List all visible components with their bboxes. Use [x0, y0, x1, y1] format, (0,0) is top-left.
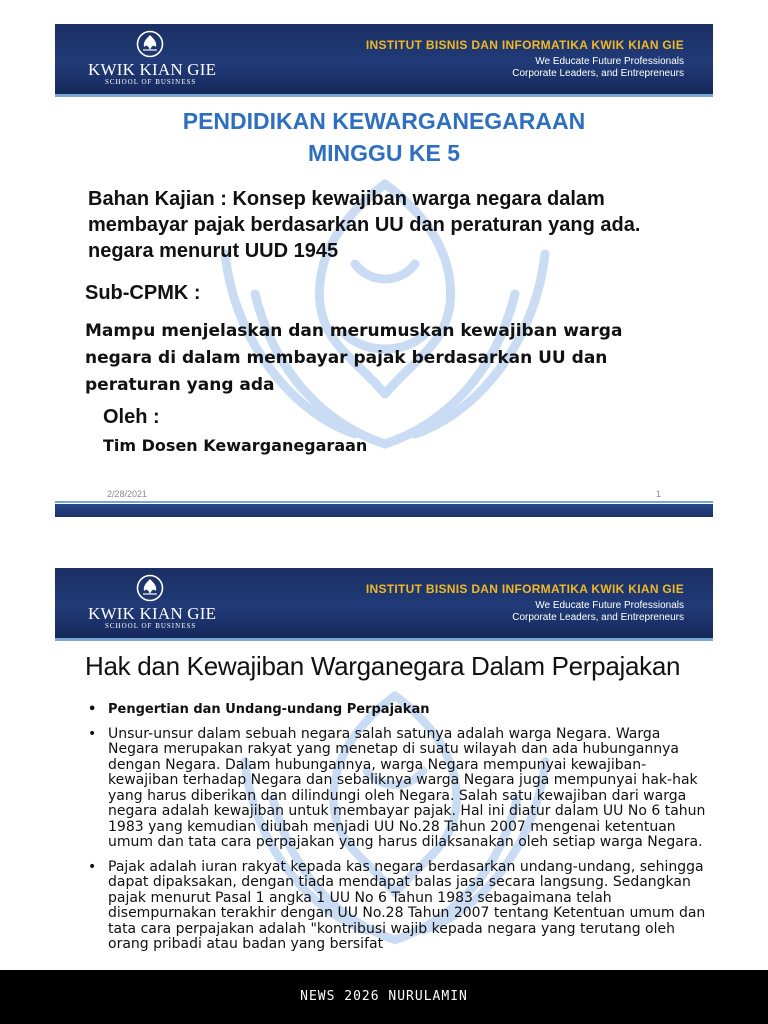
slide-title-line-2: MINGGU KE 5 — [307, 140, 461, 166]
news-bar-text: NEWS 2026 NURULAMIN — [300, 989, 468, 1004]
garuda-emblem-icon — [135, 30, 165, 58]
logo-subtitle: SCHOOL OF BUSINESS — [105, 78, 197, 86]
slide-2 — [55, 568, 713, 970]
slide-header — [55, 24, 713, 94]
tagline-1: We Educate Future Professionals — [535, 600, 684, 611]
list-item — [85, 702, 711, 718]
footer-bar — [55, 504, 713, 517]
bahan-kajian: Bahan Kajian : Konsep kewajiban warga negara dalam membayar pajak berdasarkan UU dan peraturan yang ada. negara menurut UUD 1945 — [88, 188, 641, 262]
list-item — [85, 860, 711, 953]
list-item-text: Unsur-unsur dalam sebuah negara salah satunya adalah warga Negara. Warga Negara merupakan rakyat yang menetap di suatu wilayah dan ada hubungannya dengan Negara. Dalam hubungannya, warga Negara mempunyai kewajiban-kewajiban terhadap Negara dan sebaliknya warga Negara juga mempunyai hak-hak yang harus diberikan dan dilindungi oleh Negara. Salah satu kewajiban dari warga negara adalah kewajiban untuk membayar pajak. Hal ini diatur dalam UU No 6 tahun 1983 yang kemudian diubah menjadi UU No.28 Tahun 2007 mengenai ketentuan umum dan tata cara perpajakan yang harus dilaksanakan oleh setiap warga Negara. — [108, 725, 706, 850]
bullet-icon: • — [88, 725, 97, 742]
institution-name: INSTITUT BISNIS DAN INFORMATIKA KWIK KIAN GIE — [365, 582, 684, 596]
logo-name: KWIK KIAN GIE — [88, 604, 217, 623]
logo-subtitle: SCHOOL OF BUSINESS — [105, 622, 197, 630]
bullet-list — [85, 702, 711, 962]
institution-name: INSTITUT BISNIS DAN INFORMATIKA KWIK KIAN GIE — [365, 38, 684, 52]
slide-date: 2/28/2021 — [107, 489, 148, 499]
sub-cpmk-label: Sub-CPMK : — [85, 282, 201, 304]
slide-page-number: 1 — [655, 489, 661, 499]
news-bar — [0, 970, 768, 1024]
tagline-2: Corporate Leaders, and Entrepreneurs — [512, 68, 684, 79]
slide-title-line-1: PENDIDIKAN KEWARGANEGARAAN — [182, 108, 586, 134]
slide-title: Hak dan Kewajiban Warganegara Dalam Perpajakan — [85, 651, 681, 681]
header-stripe — [55, 638, 713, 641]
list-item-text: Pajak adalah iuran rakyat kepada kas negara berdasarkan undang-undang, sehingga dapat dipaksakan, dengan tiada mendapat balas jasa secara langsung. Sedangkan pajak menurut Pasal 1 angka 1 UU No 6 Tahun 1983 sebagaimana telah disempurnakan terakhir dengan UU No.28 Tahun 2007 tentang Ketentuan umum dan tata cara perpajakan adalah "kontribusi wajib kepada negara yang terutang oleh orang pribadi atau badan yang bersifat — [108, 858, 706, 952]
bullet-icon: • — [88, 702, 97, 717]
footer-line — [55, 501, 713, 503]
tagline-2: Corporate Leaders, and Entrepreneurs — [512, 612, 684, 623]
garuda-emblem-icon — [135, 574, 165, 602]
slide-1 — [55, 24, 713, 519]
header-stripe — [55, 94, 713, 97]
sub-cpmk-text: Mampu menjelaskan dan merumuskan kewajiban warga negara di dalam membayar pajak berdasarkan UU dan peraturan yang ada — [85, 321, 623, 395]
oleh-label: Oleh : — [103, 406, 160, 428]
slide-header — [55, 568, 713, 638]
list-item — [85, 727, 711, 851]
list-item-text: Pengertian dan Undang-undang Perpajakan — [108, 702, 430, 717]
bullet-icon: • — [88, 858, 97, 875]
logo-name: KWIK KIAN GIE — [88, 60, 217, 79]
author: Tim Dosen Kewarganegaraan — [103, 436, 368, 455]
tagline-1: We Educate Future Professionals — [535, 56, 684, 67]
